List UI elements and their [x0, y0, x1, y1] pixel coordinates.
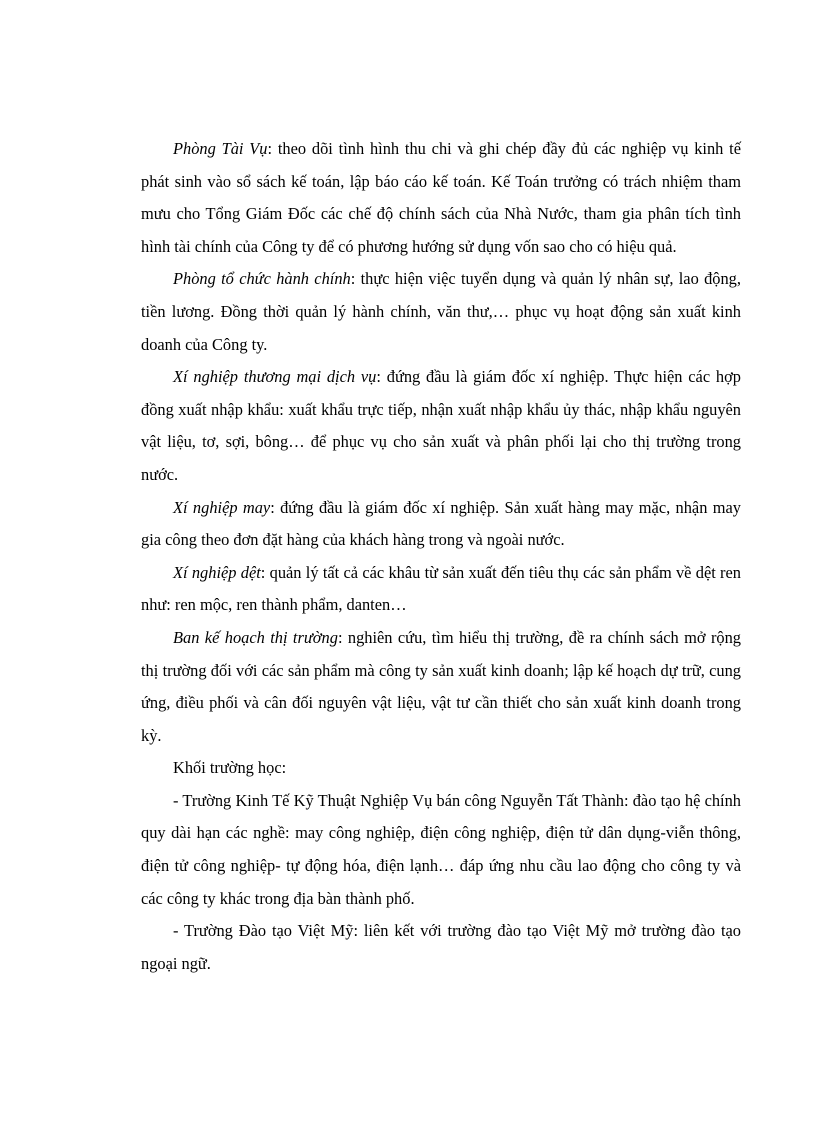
- paragraph-phong-tai-vu: [141, 133, 741, 263]
- document-body: [141, 133, 741, 980]
- paragraph-ban-ke-hoach: [141, 622, 741, 752]
- paragraph-label: Phòng Tài Vụ: [173, 139, 268, 158]
- school-item: - Trường Kinh Tế Kỹ Thuật Nghiệp Vụ bán công Nguyễn Tất Thành: đào tạo hệ chính quy dài hạn các nghề: may công nghiệp, điện công nghiệp, điện tử dân dụng-viễn thông, điện tử công nghiệp- tự động hóa, điện lạnh… đáp ứng nhu cầu lao động cho công ty và các công ty khác trong địa bàn thành phố.: [141, 790, 741, 908]
- paragraph-label: Phòng tổ chức hành chính: [173, 269, 351, 289]
- paragraph-xi-nghiep-det: [141, 557, 741, 622]
- paragraph-label: Xí nghiệp may: [173, 497, 271, 517]
- paragraph-text: : đứng đầu là giám đốc xí nghiệp. Thực hiện các hợp đồng xuất nhập khẩu: xuất khẩu trực tiếp, nhận xuất nhập khẩu ủy thác, nhập khẩu nguyên vật liệu, tơ, sợi, bông… để phục vụ cho sản xuất và phân phối lại cho thị trường trong nước.: [141, 367, 741, 484]
- paragraph-label: Ban kế hoạch thị trường: [173, 627, 338, 647]
- paragraph-text: : quản lý tất cả các khâu từ sản xuất đến tiêu thụ các sản phẩm về dệt ren như: ren mộc, ren thành phẩm, danten…: [141, 562, 741, 615]
- schools-heading: Khối trường học:: [173, 758, 287, 778]
- paragraph-text: : theo dõi tình hình thu chi và ghi chép đầy đủ các nghiệp vụ kinh tế phát sinh vào sổ sách kế toán, lập báo cáo kế toán. Kế Toán trưởng có trách nhiệm tham mưu cho Tổng Giám Đốc các chế độ chính sách của Nhà Nước, tham gia phân tích tình hình tài chính của Công ty để có phương hướng sử dụng vốn sao cho có hiệu quả.: [141, 139, 742, 256]
- paragraph-xi-nghiep-may: [141, 492, 741, 557]
- paragraph-text: : đứng đầu là giám đốc xí nghiệp. Sản xuất hàng may mặc, nhận may gia công theo đơn đặt hàng của khách hàng trong và ngoài nước.: [141, 497, 741, 550]
- paragraph-phong-to-chuc-hanh-chinh: [141, 263, 741, 361]
- school-item: - Trường Đào tạo Việt Mỹ: liên kết với trường đào tạo Việt Mỹ mở trường đào tạo ngoại ngữ.: [141, 921, 741, 973]
- paragraph-text: : thực hiện việc tuyển dụng và quản lý nhân sự, lao động, tiền lương. Đồng thời quản lý hành chính, văn thư,… phục vụ hoạt động sản xuất kinh doanh của Công ty.: [141, 269, 741, 354]
- paragraph-label: Xí nghiệp thương mại dịch vụ: [173, 367, 377, 387]
- paragraph-text: : nghiên cứu, tìm hiểu thị trường, đề ra chính sách mở rộng thị trường đối với các sản phẩm mà công ty sản xuất kinh doanh; lập kế hoạch dự trữ, cung ứng, điều phối và cân đối nguyên vật liệu, vật tư cần thiết cho sản xuất kinh doanh trong kỳ.: [141, 627, 742, 745]
- paragraph-xi-nghiep-thuong-mai: [141, 361, 741, 491]
- paragraph-label: Xí nghiệp dệt: [173, 562, 261, 582]
